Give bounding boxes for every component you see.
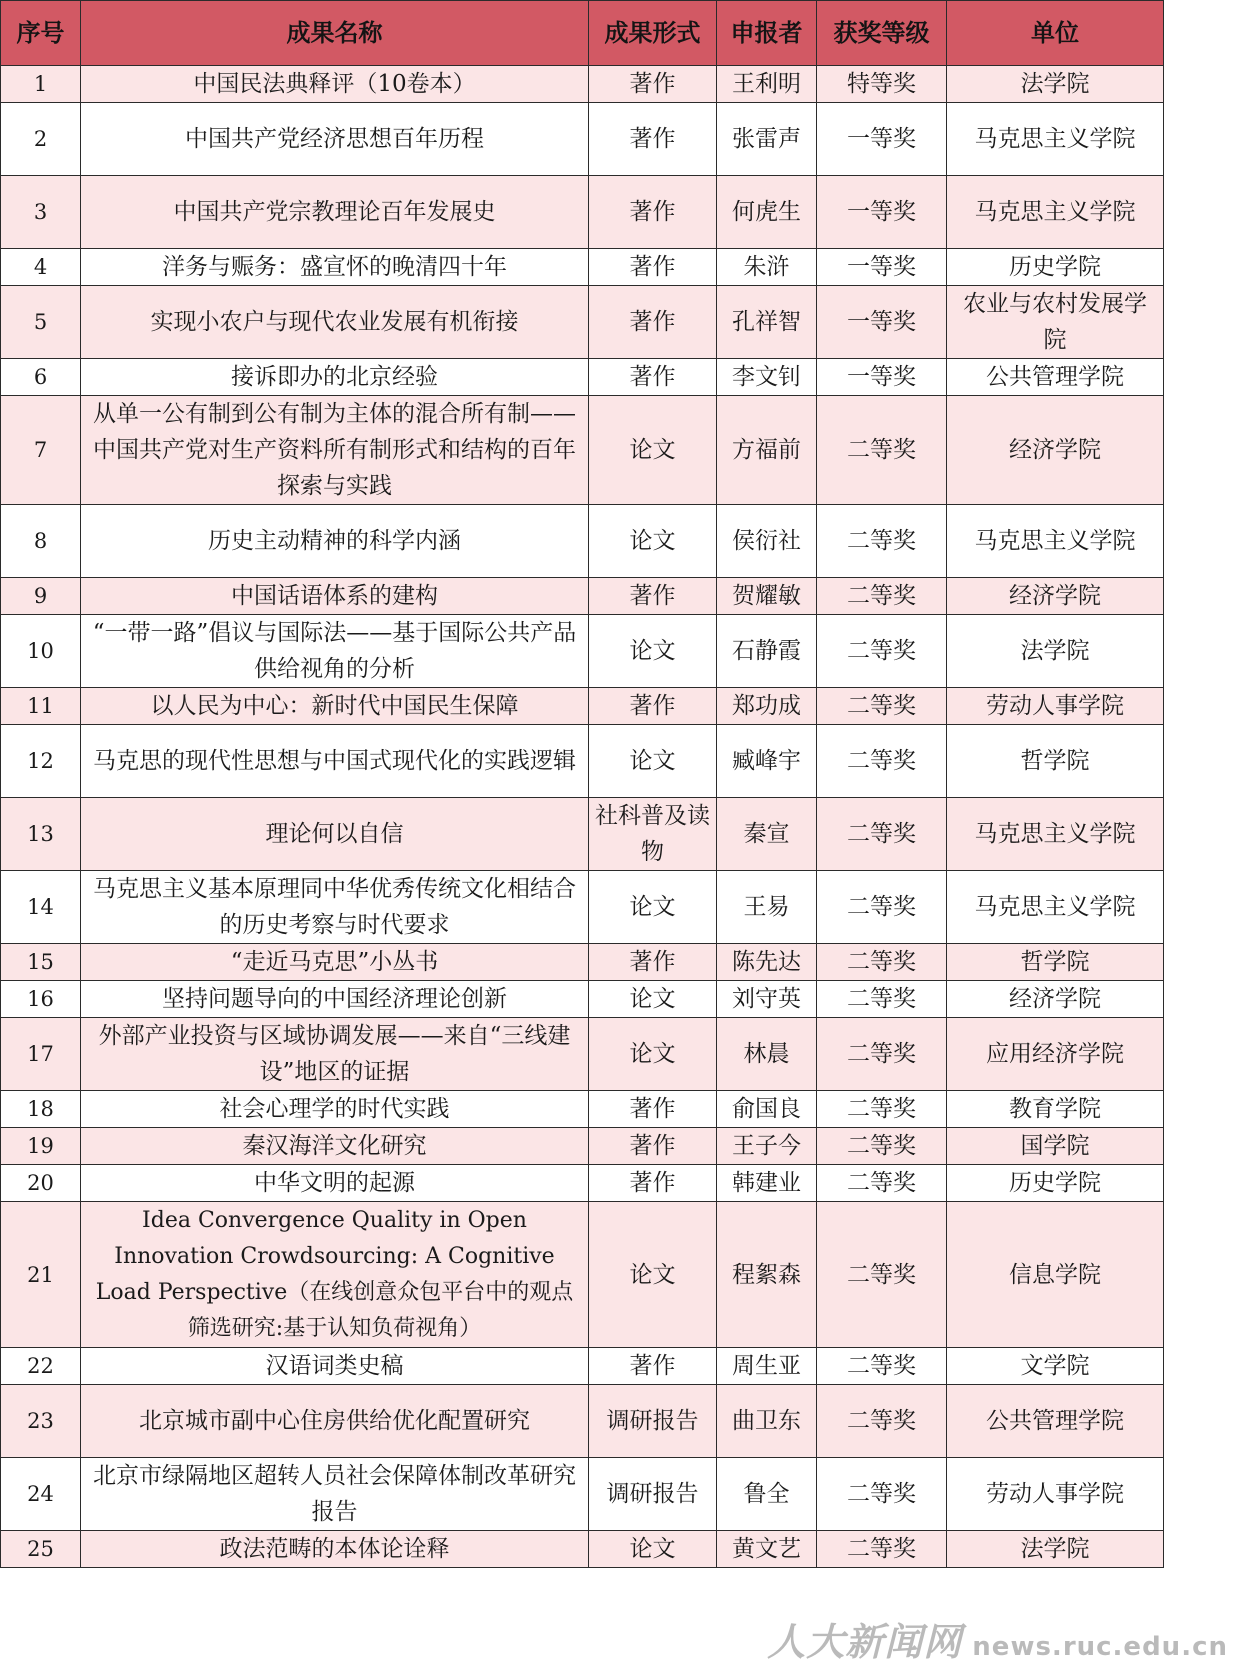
cell-title: 外部产业投资与区域协调发展——来自“三线建设”地区的证据	[81, 1018, 589, 1091]
table-row	[1, 725, 1164, 798]
cell-form: 著作	[589, 286, 717, 359]
cell-form: 著作	[589, 176, 717, 249]
cell-level: 一等奖	[817, 249, 947, 286]
cell-level: 一等奖	[817, 103, 947, 176]
cell-title: 中国共产党经济思想百年历程	[81, 103, 589, 176]
cell-unit: 公共管理学院	[947, 1385, 1164, 1458]
cell-author: 臧峰宇	[717, 725, 817, 798]
cell-no: 16	[1, 981, 81, 1018]
cell-unit: 公共管理学院	[947, 359, 1164, 396]
cell-level: 二等奖	[817, 1385, 947, 1458]
table-body	[1, 66, 1164, 1568]
cell-author: 林晨	[717, 1018, 817, 1091]
cell-title: “一带一路”倡议与国际法——基于国际公共产品供给视角的分析	[81, 615, 589, 688]
cell-no: 23	[1, 1385, 81, 1458]
cell-form: 论文	[589, 615, 717, 688]
cell-author: 俞国良	[717, 1091, 817, 1128]
cell-no: 2	[1, 103, 81, 176]
cell-unit: 哲学院	[947, 944, 1164, 981]
cell-title: 中华文明的起源	[81, 1165, 589, 1202]
cell-form: 著作	[589, 578, 717, 615]
table-row	[1, 1348, 1164, 1385]
cell-unit: 经济学院	[947, 981, 1164, 1018]
cell-author: 孔祥智	[717, 286, 817, 359]
cell-level: 二等奖	[817, 1458, 947, 1531]
header-author: 申报者	[717, 1, 817, 66]
table-row	[1, 505, 1164, 578]
cell-unit: 劳动人事学院	[947, 1458, 1164, 1531]
table-row	[1, 871, 1164, 944]
cell-level: 二等奖	[817, 1202, 947, 1348]
table-row	[1, 249, 1164, 286]
cell-author: 韩建业	[717, 1165, 817, 1202]
cell-no: 21	[1, 1202, 81, 1348]
cell-level: 一等奖	[817, 286, 947, 359]
cell-title: 马克思的现代性思想与中国式现代化的实践逻辑	[81, 725, 589, 798]
cell-title: 社会心理学的时代实践	[81, 1091, 589, 1128]
cell-level: 二等奖	[817, 505, 947, 578]
cell-form: 论文	[589, 1531, 717, 1568]
cell-author: 何虎生	[717, 176, 817, 249]
cell-level: 二等奖	[817, 688, 947, 725]
cell-title: 秦汉海洋文化研究	[81, 1128, 589, 1165]
cell-level: 二等奖	[817, 396, 947, 505]
cell-title: 以人民为中心：新时代中国民生保障	[81, 688, 589, 725]
cell-title: “走近马克思”小丛书	[81, 944, 589, 981]
table-row	[1, 396, 1164, 505]
cell-unit: 马克思主义学院	[947, 871, 1164, 944]
cell-author: 朱浒	[717, 249, 817, 286]
cell-form: 著作	[589, 1091, 717, 1128]
cell-level: 特等奖	[817, 66, 947, 103]
cell-author: 刘守英	[717, 981, 817, 1018]
cell-form: 论文	[589, 1202, 717, 1348]
cell-author: 方福前	[717, 396, 817, 505]
cell-unit: 马克思主义学院	[947, 103, 1164, 176]
cell-title: 中国话语体系的建构	[81, 578, 589, 615]
cell-title: 坚持问题导向的中国经济理论创新	[81, 981, 589, 1018]
cell-unit: 马克思主义学院	[947, 176, 1164, 249]
cell-unit: 法学院	[947, 1531, 1164, 1568]
header-unit: 单位	[947, 1, 1164, 66]
cell-no: 14	[1, 871, 81, 944]
cell-author: 石静霞	[717, 615, 817, 688]
cell-unit: 信息学院	[947, 1202, 1164, 1348]
cell-unit: 法学院	[947, 615, 1164, 688]
cell-unit: 国学院	[947, 1128, 1164, 1165]
cell-unit: 历史学院	[947, 249, 1164, 286]
cell-level: 二等奖	[817, 798, 947, 871]
table-row	[1, 615, 1164, 688]
table-row	[1, 103, 1164, 176]
header-level: 获奖等级	[817, 1, 947, 66]
cell-form: 论文	[589, 396, 717, 505]
cell-unit: 劳动人事学院	[947, 688, 1164, 725]
cell-unit: 教育学院	[947, 1091, 1164, 1128]
cell-no: 12	[1, 725, 81, 798]
cell-title: 政法范畴的本体论诠释	[81, 1531, 589, 1568]
cell-title: 历史主动精神的科学内涵	[81, 505, 589, 578]
cell-form: 社科普及读物	[589, 798, 717, 871]
header-title: 成果名称	[81, 1, 589, 66]
cell-author: 李文钊	[717, 359, 817, 396]
cell-author: 黄文艺	[717, 1531, 817, 1568]
cell-title: 实现小农户与现代农业发展有机衔接	[81, 286, 589, 359]
table-row	[1, 66, 1164, 103]
cell-level: 一等奖	[817, 359, 947, 396]
cell-title: 洋务与赈务：盛宣怀的晚清四十年	[81, 249, 589, 286]
cell-form: 著作	[589, 66, 717, 103]
cell-unit: 经济学院	[947, 396, 1164, 505]
cell-form: 论文	[589, 505, 717, 578]
cell-title: 中国民法典释评（10卷本）	[81, 66, 589, 103]
cell-title: 中国共产党宗教理论百年发展史	[81, 176, 589, 249]
cell-form: 论文	[589, 725, 717, 798]
cell-author: 贺耀敏	[717, 578, 817, 615]
cell-author: 王易	[717, 871, 817, 944]
table-row	[1, 1018, 1164, 1091]
watermark-logo	[767, 1611, 1228, 1666]
cell-level: 二等奖	[817, 1165, 947, 1202]
cell-level: 二等奖	[817, 1128, 947, 1165]
cell-no: 15	[1, 944, 81, 981]
table-row	[1, 1128, 1164, 1165]
cell-no: 8	[1, 505, 81, 578]
cell-form: 著作	[589, 1128, 717, 1165]
cell-form: 著作	[589, 688, 717, 725]
cell-title: 理论何以自信	[81, 798, 589, 871]
cell-no: 17	[1, 1018, 81, 1091]
table-row	[1, 1165, 1164, 1202]
cell-no: 22	[1, 1348, 81, 1385]
cell-form: 著作	[589, 1165, 717, 1202]
cell-author: 鲁全	[717, 1458, 817, 1531]
table-row	[1, 798, 1164, 871]
header-no: 序号	[1, 1, 81, 66]
table-row	[1, 688, 1164, 725]
table-row	[1, 981, 1164, 1018]
cell-title: 北京城市副中心住房供给优化配置研究	[81, 1385, 589, 1458]
cell-no: 24	[1, 1458, 81, 1531]
header-row	[1, 1, 1164, 66]
cell-title: 北京市绿隔地区超转人员社会保障体制改革研究报告	[81, 1458, 589, 1531]
cell-level: 二等奖	[817, 944, 947, 981]
table-row	[1, 1091, 1164, 1128]
cell-author: 陈先达	[717, 944, 817, 981]
cell-no: 3	[1, 176, 81, 249]
cell-level: 二等奖	[817, 578, 947, 615]
cell-no: 5	[1, 286, 81, 359]
cell-no: 19	[1, 1128, 81, 1165]
cell-title: 接诉即办的北京经验	[81, 359, 589, 396]
cell-form: 著作	[589, 1348, 717, 1385]
cell-level: 一等奖	[817, 176, 947, 249]
cell-no: 7	[1, 396, 81, 505]
table-row	[1, 1458, 1164, 1531]
cell-level: 二等奖	[817, 1018, 947, 1091]
cell-level: 二等奖	[817, 725, 947, 798]
table-row	[1, 1385, 1164, 1458]
cell-author: 侯衍社	[717, 505, 817, 578]
cell-no: 18	[1, 1091, 81, 1128]
cell-level: 二等奖	[817, 1531, 947, 1568]
watermark-brand: 人大新闻网	[767, 1620, 963, 1664]
cell-unit: 农业与农村发展学院	[947, 286, 1164, 359]
cell-form: 调研报告	[589, 1385, 717, 1458]
watermark-url: news.ruc.edu.cn	[972, 1632, 1228, 1662]
cell-title: 马克思主义基本原理同中华优秀传统文化相结合的历史考察与时代要求	[81, 871, 589, 944]
cell-unit: 法学院	[947, 66, 1164, 103]
table-row	[1, 944, 1164, 981]
table-row	[1, 286, 1164, 359]
cell-author: 周生亚	[717, 1348, 817, 1385]
cell-no: 20	[1, 1165, 81, 1202]
cell-level: 二等奖	[817, 981, 947, 1018]
cell-unit: 经济学院	[947, 578, 1164, 615]
cell-title: Idea Convergence Quality in Open Innovation Crowdsourcing: A Cognitive Load Perspective（在线创意众包平台中的观点筛选研究:基于认知负荷视角）	[81, 1202, 589, 1348]
cell-unit: 马克思主义学院	[947, 505, 1164, 578]
cell-form: 论文	[589, 1018, 717, 1091]
cell-no: 6	[1, 359, 81, 396]
cell-form: 论文	[589, 981, 717, 1018]
cell-level: 二等奖	[817, 871, 947, 944]
cell-form: 著作	[589, 359, 717, 396]
cell-author: 王子今	[717, 1128, 817, 1165]
cell-title: 汉语词类史稿	[81, 1348, 589, 1385]
cell-author: 郑功成	[717, 688, 817, 725]
cell-no: 10	[1, 615, 81, 688]
cell-form: 论文	[589, 871, 717, 944]
cell-form: 调研报告	[589, 1458, 717, 1531]
cell-author: 王利明	[717, 66, 817, 103]
table-row	[1, 578, 1164, 615]
cell-level: 二等奖	[817, 1091, 947, 1128]
cell-no: 1	[1, 66, 81, 103]
cell-form: 著作	[589, 103, 717, 176]
table-header	[1, 1, 1164, 66]
cell-author: 张雷声	[717, 103, 817, 176]
header-form: 成果形式	[589, 1, 717, 66]
cell-unit: 马克思主义学院	[947, 798, 1164, 871]
cell-unit: 文学院	[947, 1348, 1164, 1385]
cell-level: 二等奖	[817, 615, 947, 688]
table-row	[1, 176, 1164, 249]
table-row	[1, 1531, 1164, 1568]
cell-title: 从单一公有制到公有制为主体的混合所有制——中国共产党对生产资料所有制形式和结构的百年探索与实践	[81, 396, 589, 505]
cell-author: 曲卫东	[717, 1385, 817, 1458]
cell-author: 程絮森	[717, 1202, 817, 1348]
cell-no: 25	[1, 1531, 81, 1568]
cell-no: 11	[1, 688, 81, 725]
cell-form: 著作	[589, 249, 717, 286]
cell-no: 4	[1, 249, 81, 286]
cell-author: 秦宣	[717, 798, 817, 871]
table-row	[1, 359, 1164, 396]
cell-no: 13	[1, 798, 81, 871]
cell-unit: 历史学院	[947, 1165, 1164, 1202]
cell-unit: 哲学院	[947, 725, 1164, 798]
cell-level: 二等奖	[817, 1348, 947, 1385]
cell-no: 9	[1, 578, 81, 615]
table-row	[1, 1202, 1164, 1348]
cell-unit: 应用经济学院	[947, 1018, 1164, 1091]
cell-form: 著作	[589, 944, 717, 981]
